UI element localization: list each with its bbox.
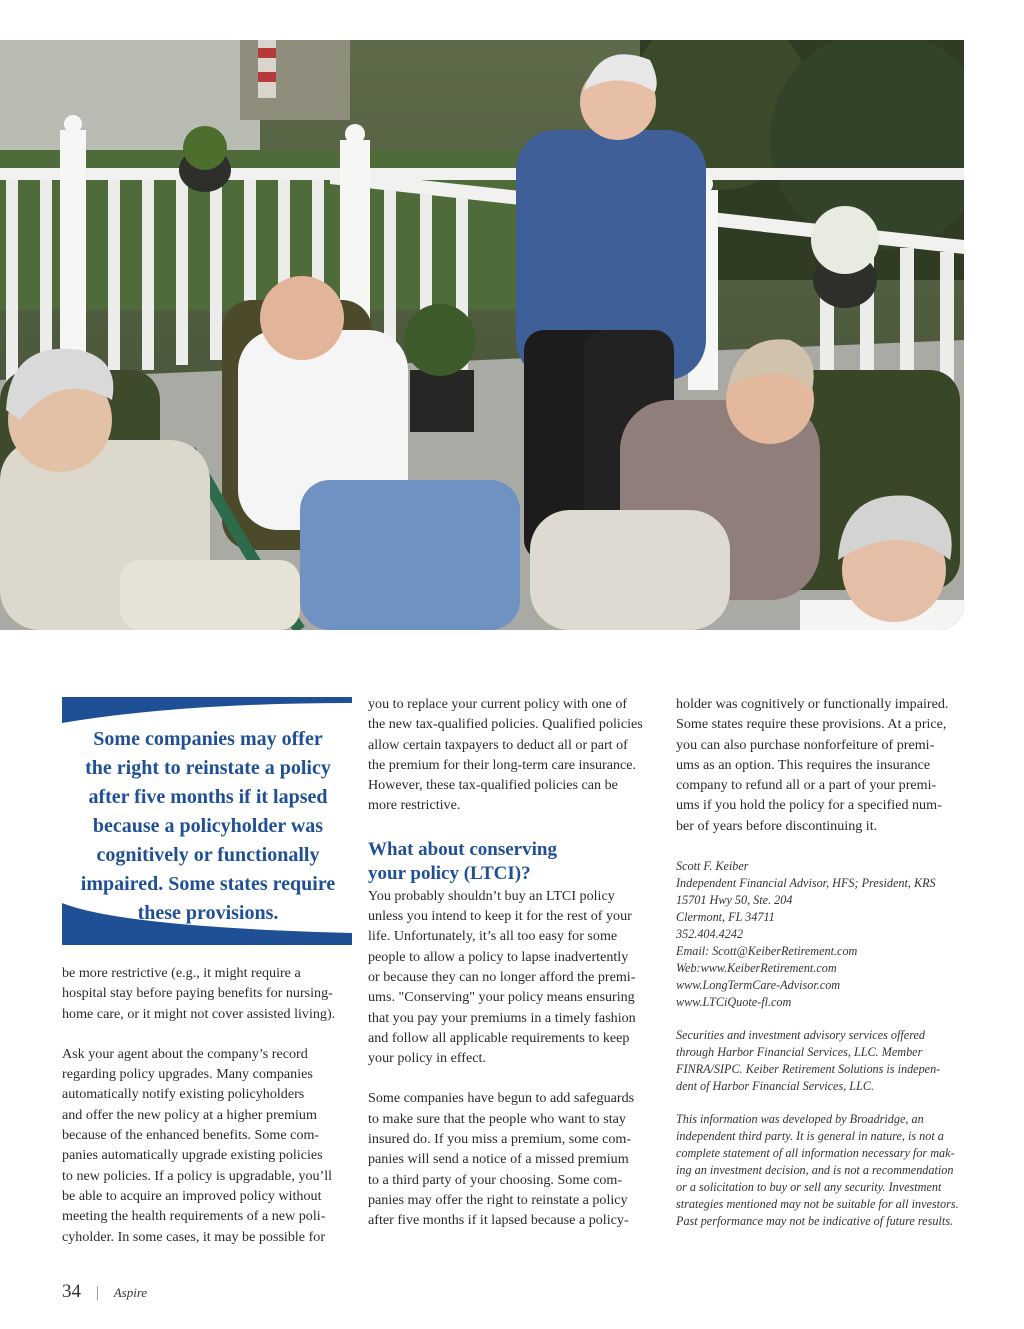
paragraph: be more restrictive (e.g., it might require a hospital stay before paying benefits for nursing- home care, or it might not cover assisted living).: [62, 965, 336, 1022]
pull-quote: [62, 697, 352, 945]
paragraph: you to replace your current policy with one of the new tax-qualified policies. Qualified policies allow certain taxpayers to deduct all or part of the premium for their long-term care insurance. However, these tax-qualified policies can be more restrictive.: [368, 696, 643, 814]
website-link[interactable]: www.LTCiQuote-fl.com: [676, 995, 792, 1010]
pull-quote-line: after five months if it lapsed: [88, 786, 328, 808]
pull-quote-line: impaired. Some states require: [80, 873, 336, 895]
website-link[interactable]: Web:www.KeiberRetirement.com: [676, 961, 837, 976]
pull-quote-text: [70, 725, 346, 928]
paragraph: You probably shouldn’t buy an LTCI policy unless you intend to keep it for the rest of your life. Unfortunately, it’s all too easy for some people to allow a policy to lapse inadvertently or because they can no longer afford the premi- ums. "Conserving" your policy means ensuring that you pay your premiums in a timely fashion and follow all applicable requirements to keep your policy in effect.: [368, 887, 636, 1067]
securities-notice: Securities and investment advisory services offered through Harbor Financial Services, LLC. Member FINRA/SIPC. Keiber Retirement Solutions is indepen- dent of Harbor Financial Services, LLC.: [676, 1028, 941, 1094]
paragraph: Some companies have begun to add safeguards to make sure that the people who want to stay insured do. If you miss a premium, some com- panies will send a notice of a missed premium to a third party of your choosing. Some com- panies may offer the right to reinstate a policy after five months if it lapsed because a policy-: [368, 1090, 635, 1229]
column-2: [368, 694, 658, 1231]
pull-quote-line: because a policyholder was: [92, 815, 324, 837]
pull-quote-line: Some companies may offer: [93, 728, 323, 750]
email-link[interactable]: Email: Scott@KeiberRetirement.com: [676, 944, 858, 959]
pull-quote-line: cognitively or functionally: [96, 844, 320, 866]
footer-separator: |: [95, 1284, 99, 1301]
column-3: [676, 694, 966, 1230]
column-1: [62, 963, 350, 1247]
pull-quote-line: the right to reinstate a policy: [85, 757, 331, 779]
page-number: 34: [62, 1281, 81, 1302]
disclaimer: This information was developed by Broadridge, an independent third party. It is general in nature, is not a complete statement of all information necessary for mak- ing an investment decision, and is not a recommendation or a solicitation to buy or sell any security. Investment strategies mentioned may not be suitable for all investors. Past performance may not be indicative of future results.: [676, 1112, 959, 1229]
section-heading: What about conserving your policy (LTCI)?: [368, 838, 557, 884]
website-link[interactable]: www.LongTermCare-Advisor.com: [676, 978, 841, 993]
paragraph: Ask your agent about the company’s record regarding policy upgrades. Many companies automatically notify existing policyholders and offer the new policy at a higher premium because of the enhanced benefits. Some com- panies automatically upgrade existing policies to new policies. If a policy is upgradable, you’ll be able to acquire an improved policy without meeting the health requirements of a new poli- cyholder. In some cases, it may be possible for: [62, 1045, 333, 1245]
magazine-name: Aspire: [113, 1285, 148, 1300]
article-photo: [0, 40, 964, 630]
paragraph: holder was cognitively or functionally impaired. Some states require these provisions. At a price, you can also purchase nonforfeiture of premi- ums as an option. This requires the insurance company to refund all or a part of your premi- ums if you hold the policy for a specified num- ber of years before discontinuing it.: [676, 696, 949, 834]
pull-quote-line: these provisions.: [137, 902, 279, 924]
page-footer: [62, 1281, 147, 1303]
author-contact: Scott F. Keiber Independent Financial Advisor, HFS; President, KRS 15701 Hwy 50, Ste. 204 Clermont, FL 34711 352.404.4242 Email: Scott@KeiberRetirement.com Web:www.KeiberRetirement.com www.LongTermCare-Advisor.com www.LTCiQuote-fl.com Securities and investment advisory services offered through Harbor Financial Services, LLC. Member FINRA/SIPC. Keiber Retirement Solutions is indepen- dent of Harbor Financial Services, LLC. This information was developed by Broadridge, an independent third party. It is general in nature, is not a complete statement of all information necessary for mak- ing an investment decision, and is not a recommendation or a solicitation to buy or sell any security. Investment strategies mentioned may not be suitable for all investors. Past performance may not be indicative of future results.: [676, 858, 966, 1230]
